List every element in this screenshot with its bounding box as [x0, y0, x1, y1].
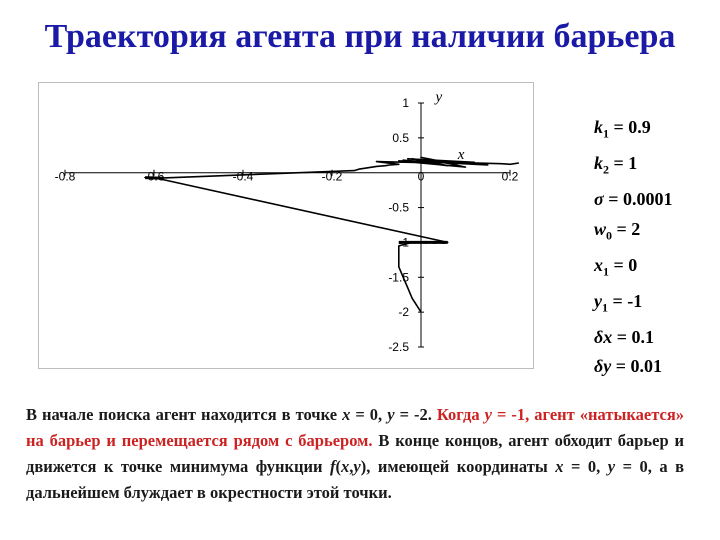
parameter-row: [594, 251, 714, 287]
caption-text: В начале поиска агент находится в точке: [26, 405, 343, 424]
y-tick-label: -2: [398, 305, 409, 320]
caption-paragraph: [26, 402, 684, 506]
parameter-value: = 0.9: [609, 117, 651, 137]
parameter-name: w: [594, 218, 607, 239]
caption-text: = 0,: [350, 405, 388, 424]
x-axis-label: x: [457, 146, 465, 163]
trajectory-chart: [39, 83, 533, 368]
parameter-subscript: 1: [602, 300, 608, 315]
x-tick-label: -0.2: [321, 169, 343, 184]
caption-text: = 0,: [563, 457, 608, 476]
parameter-row: [594, 113, 714, 149]
caption-text: (: [335, 457, 342, 476]
x-tick-label: -0.8: [54, 169, 76, 184]
parameter-row: [594, 287, 714, 323]
parameter-subscript: 0: [606, 228, 613, 243]
slide-title: Траектория агента при наличии барьера: [44, 18, 676, 55]
y-tick-label: -2.5: [388, 340, 409, 354]
parameter-row: [594, 149, 714, 185]
caption-var: x: [555, 457, 564, 476]
parameter-value: = -1: [608, 290, 643, 311]
parameter-value: = 1: [609, 153, 638, 174]
parameter-row: [594, 185, 714, 215]
y-tick-label: 0.5: [392, 130, 409, 145]
parameter-name: k: [594, 153, 603, 174]
parameter-name: δy: [594, 356, 612, 377]
x-tick-label: 0.2: [501, 169, 519, 184]
caption-highlight: = -1, агент «натыкается» на барьер и перемещается рядом с барьером.: [26, 405, 684, 450]
x-tick-label: -0.4: [232, 169, 254, 184]
caption-text: ), имеющей координаты: [360, 457, 556, 476]
caption-var: y: [353, 457, 361, 476]
x-tick-label: -0.6: [143, 169, 165, 184]
parameter-row: [594, 323, 714, 353]
caption-text: В конце концов, агент обходит барьер и движется к точке минимума функции: [26, 431, 684, 476]
parameter-subscript: 1: [603, 264, 609, 279]
caption-var: x: [341, 457, 350, 476]
caption-highlight-var: y: [484, 405, 492, 424]
caption-text: = -2.: [394, 405, 437, 424]
parameter-value: = 0.1: [612, 326, 654, 347]
parameter-subscript: 2: [603, 162, 609, 177]
parameter-row: [594, 215, 714, 251]
parameter-value: = 0.01: [611, 356, 662, 377]
y-axis-label: y: [435, 89, 443, 106]
parameter-name: δx: [594, 326, 613, 347]
caption-var: y: [607, 457, 616, 476]
caption-text: = 0, а в дальнейшем блуждает в окрестности этой точки.: [26, 457, 685, 502]
parameter-row: [594, 352, 714, 382]
caption-highlight: Когда: [436, 405, 485, 424]
y-tick-label: -1: [398, 235, 409, 250]
y-tick-label: 1: [402, 96, 409, 110]
x-tick-label: 0: [417, 169, 425, 184]
parameter-name: x: [594, 254, 603, 275]
parameter-value: = 0.0001: [603, 189, 673, 210]
caption-var: f: [330, 457, 336, 476]
parameter-value: = 2: [612, 218, 641, 239]
y-tick-label: -0.5: [388, 200, 409, 215]
caption-var: y: [387, 405, 395, 424]
chart-frame: [38, 82, 534, 369]
parameter-name: y: [594, 290, 602, 311]
parameters-list: [594, 113, 714, 382]
parameter-subscript: 1: [603, 126, 609, 141]
parameter-value: = 0: [609, 254, 638, 275]
parameter-name: k: [594, 117, 603, 137]
y-tick-label: -1.5: [388, 270, 409, 285]
caption-text: ,: [349, 457, 354, 476]
parameter-name: σ: [594, 189, 604, 210]
caption-var: x: [342, 405, 351, 424]
